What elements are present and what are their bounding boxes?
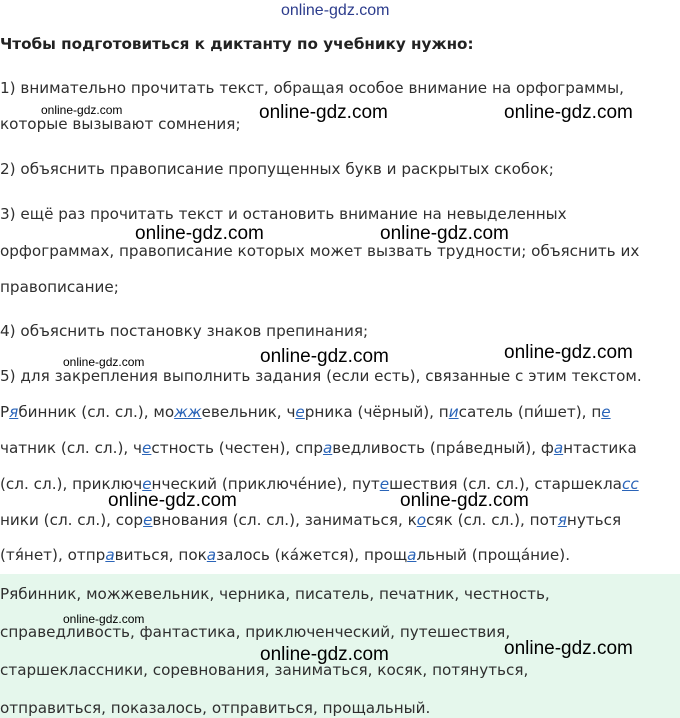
- spelling-highlight: е: [143, 511, 153, 529]
- text-segment: нтастика: [563, 439, 637, 457]
- explained-line: [0, 403, 611, 421]
- text-segment: ники (сл. сл.), сор: [0, 511, 144, 529]
- step-1-line-2: которые вызывают сомнения;: [0, 115, 241, 133]
- text-segment: залось (ка́жется), прощ: [216, 546, 408, 564]
- spelling-highlight: е: [295, 403, 305, 421]
- spelling-highlight: а: [553, 439, 564, 457]
- watermark: online-gdz.com: [260, 346, 389, 367]
- watermark: online-gdz.com: [63, 612, 145, 626]
- answer-line-3: старшеклассники, соревнования, заниматься, косяк, потянуться,: [0, 661, 529, 679]
- text-segment: (тя́нет), отпр: [0, 546, 106, 564]
- watermark: online-gdz.com: [400, 490, 529, 511]
- watermark: online-gdz.com: [108, 490, 237, 511]
- text-segment: нуться: [566, 511, 622, 529]
- text-segment: евельник, ч: [201, 403, 296, 421]
- answer-line-2: справедливость, фантастика, приключенческий, путешествия,: [0, 623, 511, 641]
- step-1-line-1: 1) внимательно прочитать текст, обращая особое внимание на орфограммы,: [0, 79, 624, 97]
- explained-line: [0, 439, 637, 457]
- text-segment: льный (проща́ние).: [416, 546, 571, 564]
- text-segment: рника (чёрный), п: [304, 403, 449, 421]
- instructions-heading: Чтобы подготовиться к диктанту по учебнику нужно:: [0, 35, 474, 53]
- watermark: online-gdz.com: [41, 103, 123, 117]
- spelling-highlight: а: [105, 546, 115, 564]
- explained-line: [0, 546, 570, 564]
- watermark-top: online-gdz.com: [281, 2, 390, 19]
- spelling-highlight: а: [206, 546, 217, 564]
- text-segment: стность (честен), спр: [151, 439, 323, 457]
- spelling-highlight: е: [142, 475, 152, 493]
- explained-line: [0, 511, 621, 529]
- spelling-highlight: е: [142, 439, 152, 457]
- text-segment: Р: [0, 403, 10, 421]
- text-segment: чатник (сл. сл.), ч: [0, 439, 143, 457]
- watermark: online-gdz.com: [260, 644, 389, 665]
- text-segment: внования (сл. сл.), заниматься, к: [152, 511, 417, 529]
- watermark: online-gdz.com: [135, 223, 264, 244]
- explained-line: [0, 475, 639, 493]
- spelling-highlight: жж: [174, 403, 202, 421]
- step-3-line-2: орфограммах, правописание которых может вызвать трудности; объяснить их: [0, 242, 640, 260]
- text-segment: виться, пок: [114, 546, 207, 564]
- spelling-highlight: и: [448, 403, 459, 421]
- watermark: online-gdz.com: [380, 223, 509, 244]
- text-segment: шествия (сл. сл.), старшекла: [389, 475, 622, 493]
- text-segment: сяк (сл. сл.), пот: [426, 511, 558, 529]
- watermark: online-gdz.com: [63, 355, 145, 369]
- spelling-highlight: я: [557, 511, 567, 529]
- step-3-line-3: правописание;: [0, 278, 119, 296]
- watermark: online-gdz.com: [504, 102, 633, 123]
- watermark: online-gdz.com: [504, 342, 633, 363]
- step-2-line-1: 2) объяснить правописание пропущенных букв и раскрытых скобок;: [0, 160, 554, 178]
- answer-line-4: отправиться, показалось, отправиться, прощальный.: [0, 699, 431, 717]
- text-segment: бинник (сл. сл.), мо: [18, 403, 175, 421]
- spelling-highlight: е: [379, 475, 390, 493]
- text-segment: ведливость (пра́ведный), ф: [332, 439, 554, 457]
- step-3-line-1: 3) ещё раз прочитать текст и остановить внимание на невыделенных: [0, 205, 567, 223]
- answer-line-1: Рябинник, можжевельник, черника, писатель, печатник, честность,: [0, 585, 550, 603]
- text-segment: (сл. сл.), приключ: [0, 475, 143, 493]
- text-segment: нческий (приключе́ние), пут: [151, 475, 380, 493]
- spelling-highlight: сс: [622, 475, 639, 493]
- spelling-highlight: я: [9, 403, 19, 421]
- spelling-highlight: е: [601, 403, 611, 421]
- watermark: online-gdz.com: [259, 102, 388, 123]
- spelling-highlight: а: [322, 439, 333, 457]
- text-segment: сатель (пи́шет), п: [458, 403, 602, 421]
- step-4-line-1: 4) объяснить постановку знаков препинания;: [0, 322, 369, 340]
- spelling-highlight: о: [416, 511, 427, 529]
- watermark: online-gdz.com: [504, 638, 633, 659]
- step-5-line-1: 5) для закрепления выполнить задания (если есть), связанные с этим текстом.: [0, 367, 642, 385]
- spelling-highlight: а: [407, 546, 417, 564]
